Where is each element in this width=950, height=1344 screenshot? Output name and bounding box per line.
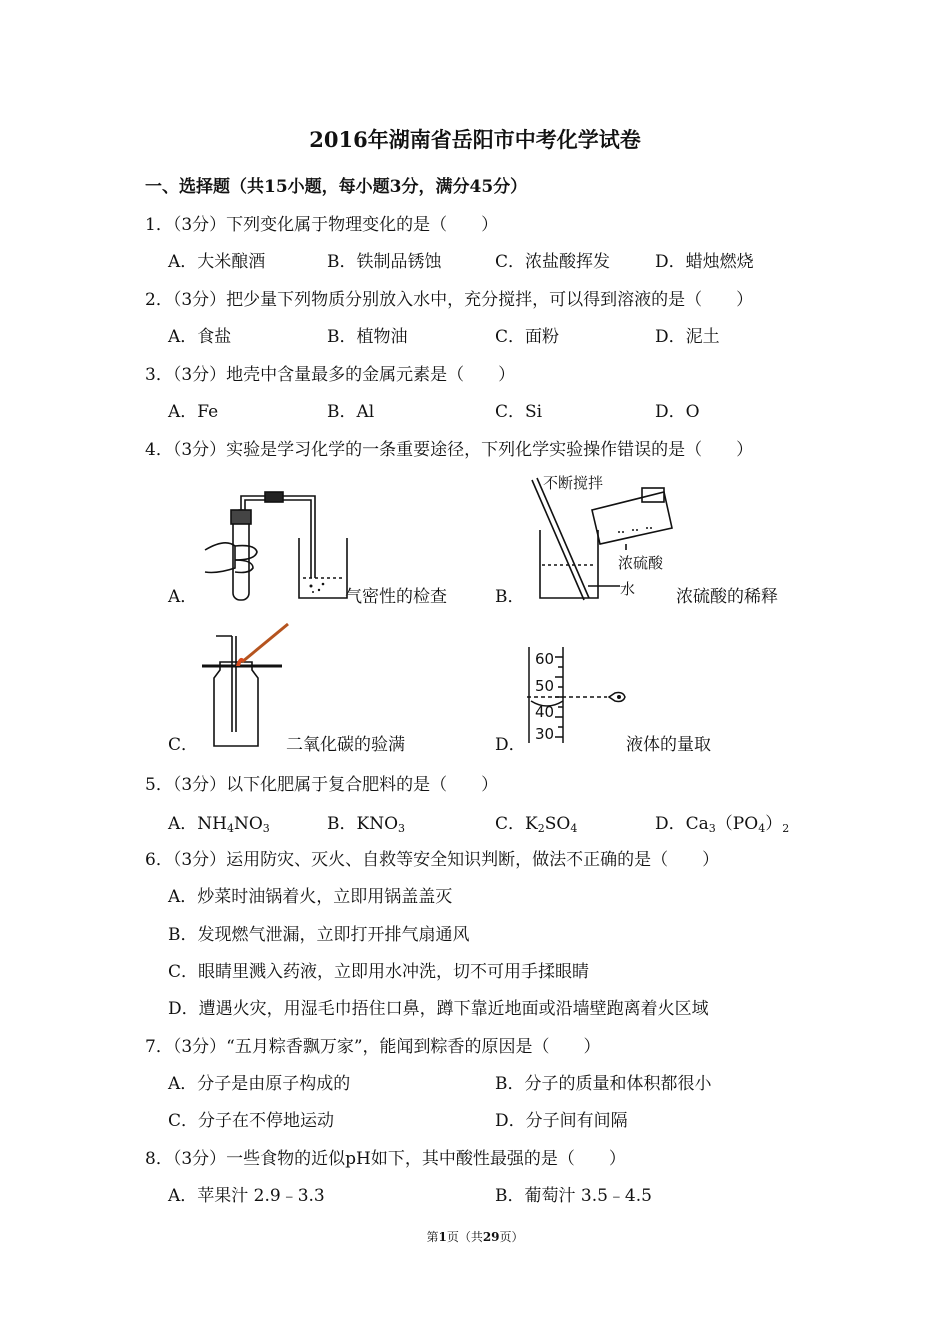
q8-option-b: B．葡萄汁 3.5﹣4.5 bbox=[495, 1186, 652, 1206]
page-number: 1 bbox=[438, 1230, 447, 1244]
total-pages: 29 bbox=[482, 1230, 500, 1244]
q4-option-a: A． bbox=[168, 587, 198, 607]
question-3-stem: 3．（3分）地壳中含量最多的金属元素是（ ） bbox=[145, 365, 516, 385]
q7-option-a: A．分子是由原子构成的 bbox=[168, 1074, 351, 1094]
q7-option-c: C．分子在不停地运动 bbox=[168, 1111, 335, 1131]
q4-caption-d: 液体的量取 bbox=[626, 735, 711, 755]
q6-option-c: C．眼睛里溅入药液，立即用水冲洗，切不可用手揉眼睛 bbox=[168, 962, 590, 982]
q4-option-b: B． bbox=[495, 587, 525, 607]
q7-option-b: B．分子的质量和体积都很小 bbox=[495, 1074, 712, 1094]
page-title: 2016年湖南省岳阳市中考化学试卷 bbox=[309, 127, 641, 152]
q1-option-c: C．浓盐酸挥发 bbox=[495, 252, 611, 272]
scale-60: 60 bbox=[535, 650, 555, 668]
q8-option-a: A．苹果汁 2.9﹣3.3 bbox=[168, 1186, 325, 1206]
co2-full-check-figure bbox=[200, 622, 300, 750]
q5-option-b: B．$KNO_3$ bbox=[327, 814, 406, 835]
q1-option-a: A．大米酿酒 bbox=[168, 252, 266, 272]
scale-30: 30 bbox=[535, 725, 555, 743]
scale-50: 50 bbox=[535, 677, 555, 695]
acid-label: 浓硫酸 bbox=[618, 554, 664, 572]
question-4-stem: 4．（3分）实验是学习化学的一条重要途径，下列化学实验操作错误的是（ ） bbox=[145, 440, 754, 460]
page-footer: 第1页（共29页） bbox=[426, 1230, 524, 1244]
q6-option-a: A．炒菜时油锅着火，立即用锅盖盖灭 bbox=[168, 887, 453, 907]
q4-caption-a: 气密性的检查 bbox=[345, 587, 447, 607]
water-label: 水 bbox=[620, 580, 636, 598]
q1-option-d: D．蜡烛燃烧 bbox=[655, 252, 754, 272]
q2-option-d: D．泥土 bbox=[655, 327, 720, 347]
q2-option-c: C．面粉 bbox=[495, 327, 560, 347]
q5-option-c: C．$K_2SO_4$ bbox=[495, 814, 578, 835]
q4-option-d: D． bbox=[495, 735, 526, 755]
q5-option-a: A．$NH_4NO_3$ bbox=[168, 814, 270, 835]
q3-option-a: A．Fe bbox=[168, 402, 219, 422]
q4-option-c: C． bbox=[168, 735, 199, 755]
q6-option-b: B．发现燃气泄漏，立即打开排气扇通风 bbox=[168, 925, 470, 945]
q3-option-c: C．Si bbox=[495, 402, 543, 422]
q6-option-d: D．遭遇火灾，用湿毛巾捂住口鼻，蹲下靠近地面或沿墙壁跑离着火区域 bbox=[168, 999, 709, 1019]
section-heading: 一、选择题（共15小题，每小题3分，满分45分） bbox=[145, 177, 528, 197]
q1-option-b: B．铁制品锈蚀 bbox=[327, 252, 442, 272]
q7-option-d: D．分子间有间隔 bbox=[495, 1111, 628, 1131]
question-5-stem: 5．（3分）以下化肥属于复合肥料的是（ ） bbox=[145, 775, 499, 795]
airtightness-check-figure bbox=[195, 488, 350, 608]
question-6-stem: 6．（3分）运用防灾、灭火、自救等安全知识判断，做法不正确的是（ ） bbox=[145, 850, 720, 870]
stir-label: 不断搅拌 bbox=[543, 474, 604, 492]
question-1-stem: 1．（3分）下列变化属于物理变化的是（ ） bbox=[145, 215, 499, 235]
q5-option-d: D．$Ca_3(PO_4)_2$ bbox=[655, 814, 790, 835]
question-7-stem: 7．（3分）“五月粽香飘万家”，能闻到粽香的原因是（ ） bbox=[145, 1037, 601, 1057]
q2-option-b: B．植物油 bbox=[327, 327, 408, 347]
q3-option-b: B．Al bbox=[327, 402, 375, 422]
q4-caption-c: 二氧化碳的验满 bbox=[286, 735, 405, 755]
question-8-stem: 8．（3分）一些食物的近似pH如下，其中酸性最强的是（ ） bbox=[145, 1149, 626, 1169]
q2-option-a: A．食盐 bbox=[168, 327, 232, 347]
q4-caption-b: 浓硫酸的稀释 bbox=[676, 587, 778, 607]
q3-option-d: D．O bbox=[655, 402, 700, 422]
scale-40: 40 bbox=[535, 703, 555, 721]
question-2-stem: 2．（3分）把少量下列物质分别放入水中，充分搅拌，可以得到溶液的是（ ） bbox=[145, 290, 754, 310]
